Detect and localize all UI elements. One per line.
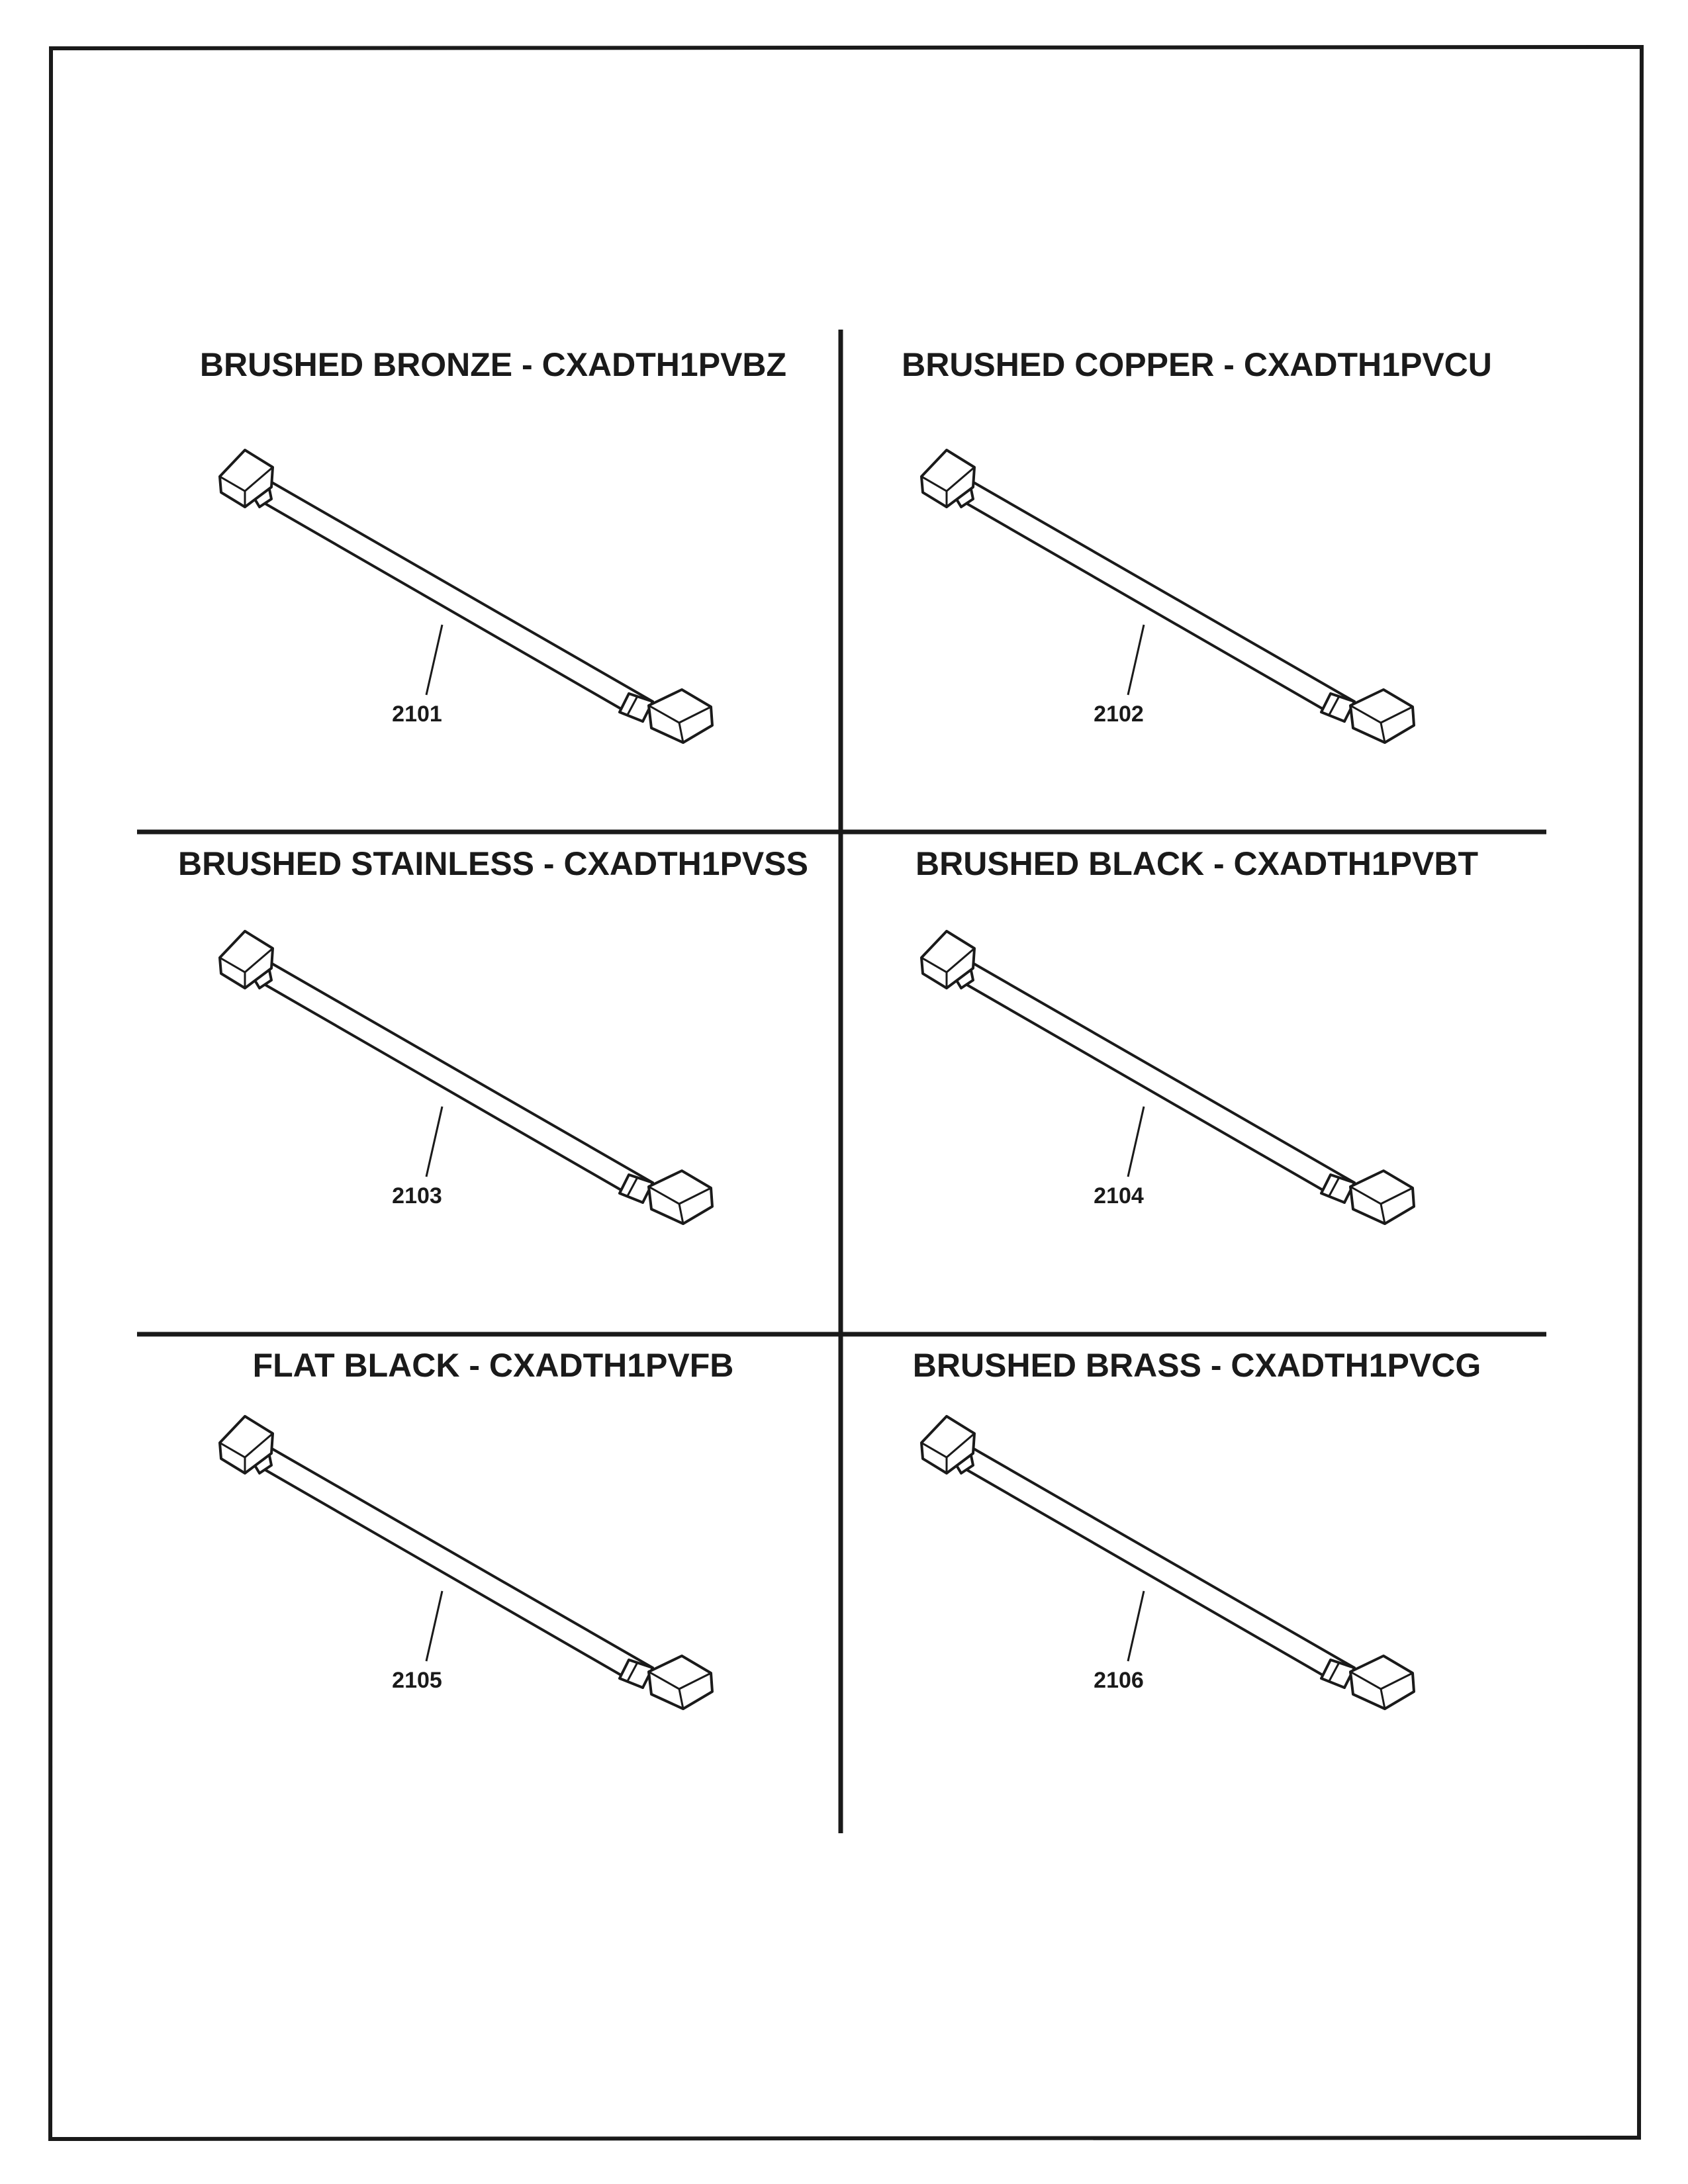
part-number-2104: 2104 (1094, 1183, 1144, 1208)
part-number-2105: 2105 (392, 1668, 442, 1693)
leader-line-bronze (426, 625, 442, 695)
handle-illustration-bronze (220, 450, 712, 743)
part-number-2106: 2106 (1094, 1668, 1144, 1693)
panel-title-flat-black: FLAT BLACK - CXADTH1PVFB (252, 1347, 734, 1384)
handle-illustration-stainless (220, 931, 712, 1224)
handle-illustration-black (921, 931, 1414, 1224)
panel-title-brass: BRUSHED BRASS - CXADTH1PVCG (912, 1347, 1481, 1384)
panel-title-stainless: BRUSHED STAINLESS - CXADTH1PVSS (178, 845, 808, 882)
part-number-2103: 2103 (392, 1183, 442, 1208)
leader-line-black (1128, 1107, 1144, 1177)
panel-title-copper: BRUSHED COPPER - CXADTH1PVCU (902, 346, 1492, 383)
leader-line-brass (1128, 1591, 1144, 1661)
part-number-2101: 2101 (392, 702, 442, 727)
panel-title-bronze: BRUSHED BRONZE - CXADTH1PVBZ (199, 346, 787, 383)
leader-line-copper (1128, 625, 1144, 695)
panel-title-black: BRUSHED BLACK - CXADTH1PVBT (915, 845, 1479, 882)
handle-illustration-flat-black (220, 1416, 712, 1709)
leader-line-flat-black (426, 1591, 442, 1661)
handle-illustration-brass (921, 1416, 1414, 1709)
leader-line-stainless (426, 1107, 442, 1177)
part-number-2102: 2102 (1094, 702, 1144, 727)
handle-illustration-copper (921, 450, 1414, 743)
